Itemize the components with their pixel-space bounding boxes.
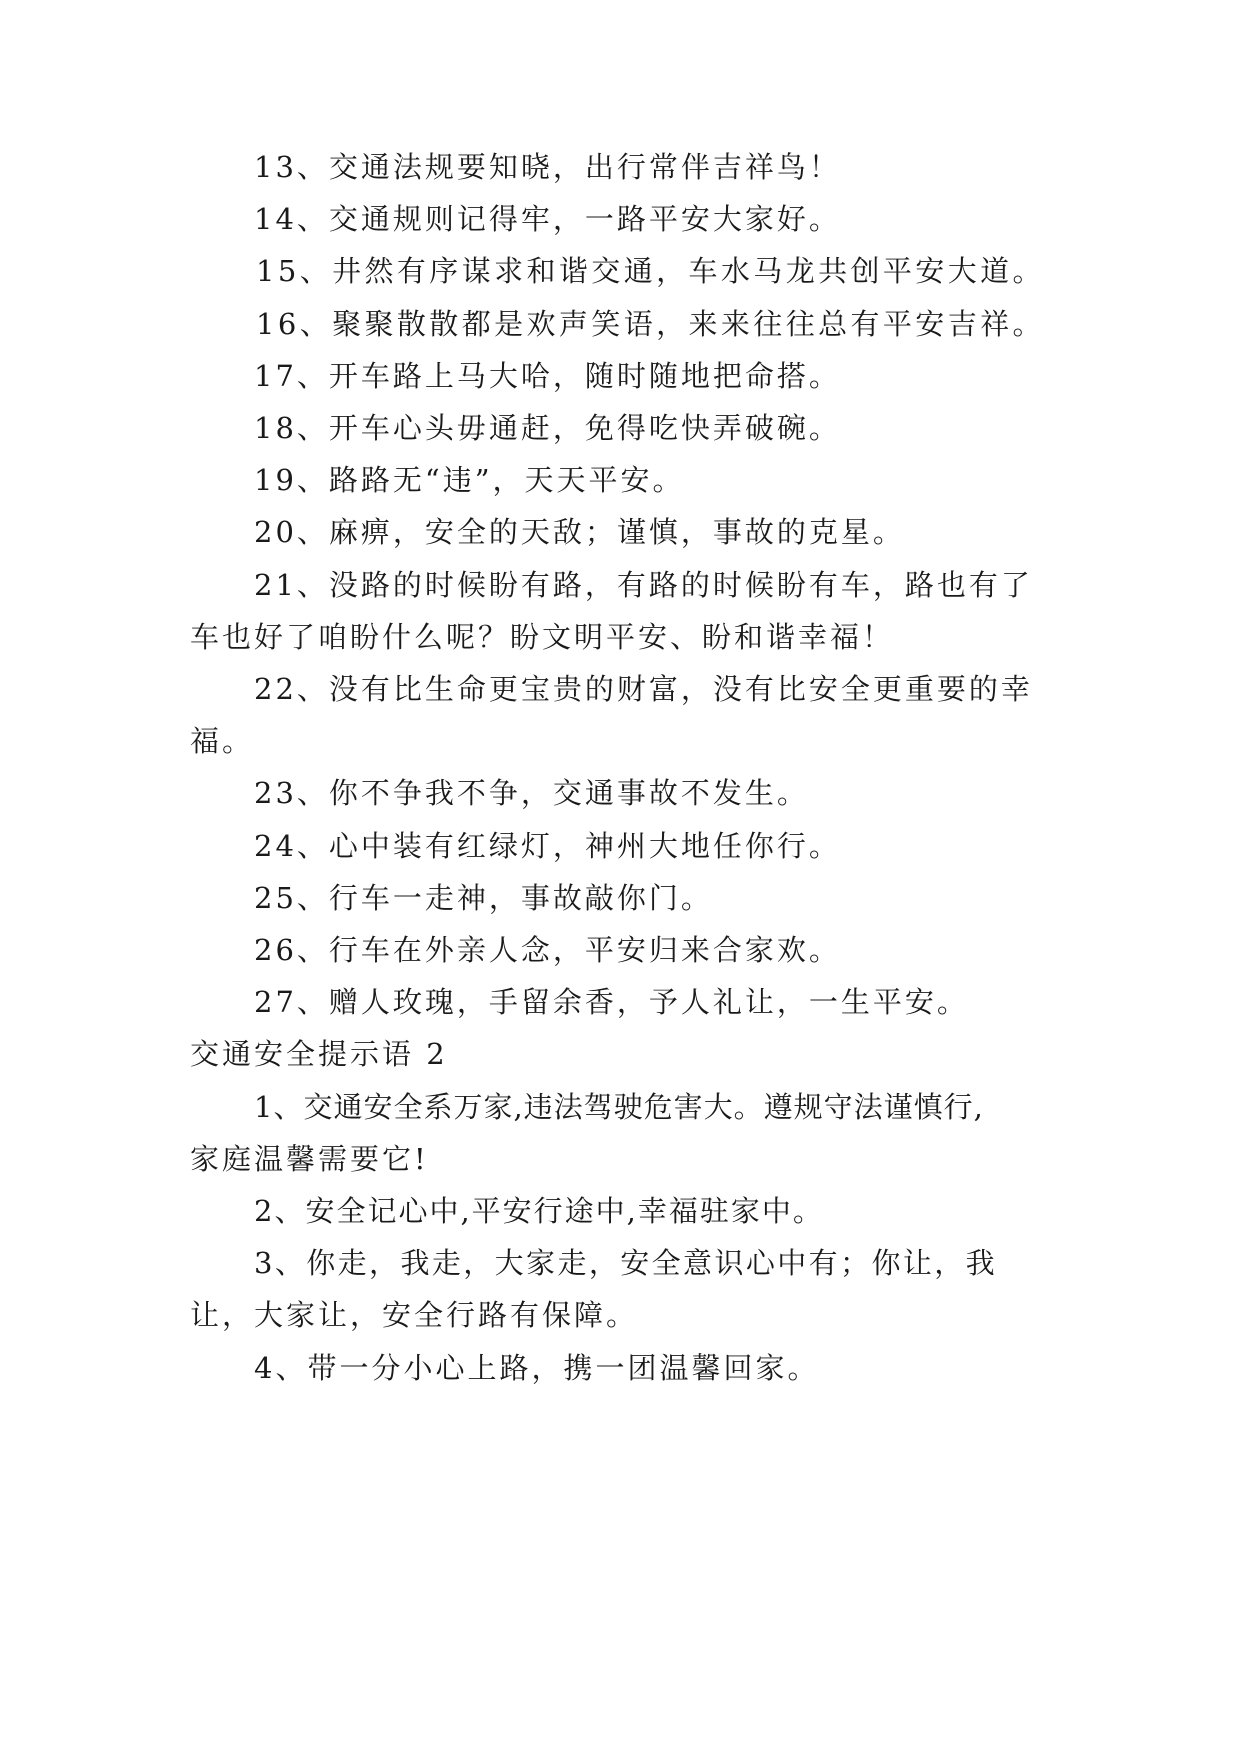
list-item: 13、交通法规要知晓，出行常伴吉祥鸟！ xyxy=(254,150,841,184)
list-item: 14、交通规则记得牢，一路平安大家好。 xyxy=(254,202,841,236)
list-item: 19、路路无“违”，天天平安。 xyxy=(254,463,685,497)
list-item: 18、开车心头毋通赶，免得吃快弄破碗。 xyxy=(254,411,841,445)
paragraph-line: 3、你走，我走，大家走，安全意识心中有；你让，我 xyxy=(254,1246,998,1280)
paragraph-line: 22、没有比生命更宝贵的财富，没有比安全更重要的幸 xyxy=(254,672,1033,706)
list-item: 26、行车在外亲人念，平安归来合家欢。 xyxy=(254,933,841,967)
paragraph-line: 让，大家让，安全行路有保障。 xyxy=(190,1298,639,1332)
list-item: 24、心中装有红绿灯，神州大地任你行。 xyxy=(254,829,841,863)
paragraph-line: 21、没路的时候盼有路，有路的时候盼有车，路也有了 xyxy=(254,568,1033,602)
paragraph-line: 车也好了咱盼什么呢？盼文明平安、盼和谐幸福！ xyxy=(190,620,895,654)
list-item: 27、赠人玫瑰，手留余香，予人礼让，一生平安。 xyxy=(254,985,969,1019)
list-item: 15、井然有序谋求和谐交通，车水马龙共创平安大道。 xyxy=(256,254,1045,288)
list-item: 25、行车一走神，事故敲你门。 xyxy=(254,881,713,915)
paragraph-line: 1、交通安全系万家,违法驾驶危害大。遵规守法谨慎行, xyxy=(254,1090,984,1124)
list-item: 17、开车路上马大哈，随时随地把命搭。 xyxy=(254,359,841,393)
section-title: 交通安全提示语 2 xyxy=(190,1037,448,1071)
list-item: 23、你不争我不争，交通事故不发生。 xyxy=(254,776,809,810)
list-item: 4、带一分小心上路，携一团温馨回家。 xyxy=(254,1351,820,1385)
paragraph-line: 福。 xyxy=(190,724,255,758)
list-item: 2、安全记心中,平安行途中,幸福驻家中。 xyxy=(254,1194,824,1228)
list-item: 16、聚聚散散都是欢声笑语，来来往往总有平安吉祥。 xyxy=(256,307,1045,341)
paragraph-line: 家庭温馨需要它! xyxy=(190,1142,429,1176)
list-item: 20、麻痹，安全的天敌；谨慎，事故的克星。 xyxy=(254,515,905,549)
